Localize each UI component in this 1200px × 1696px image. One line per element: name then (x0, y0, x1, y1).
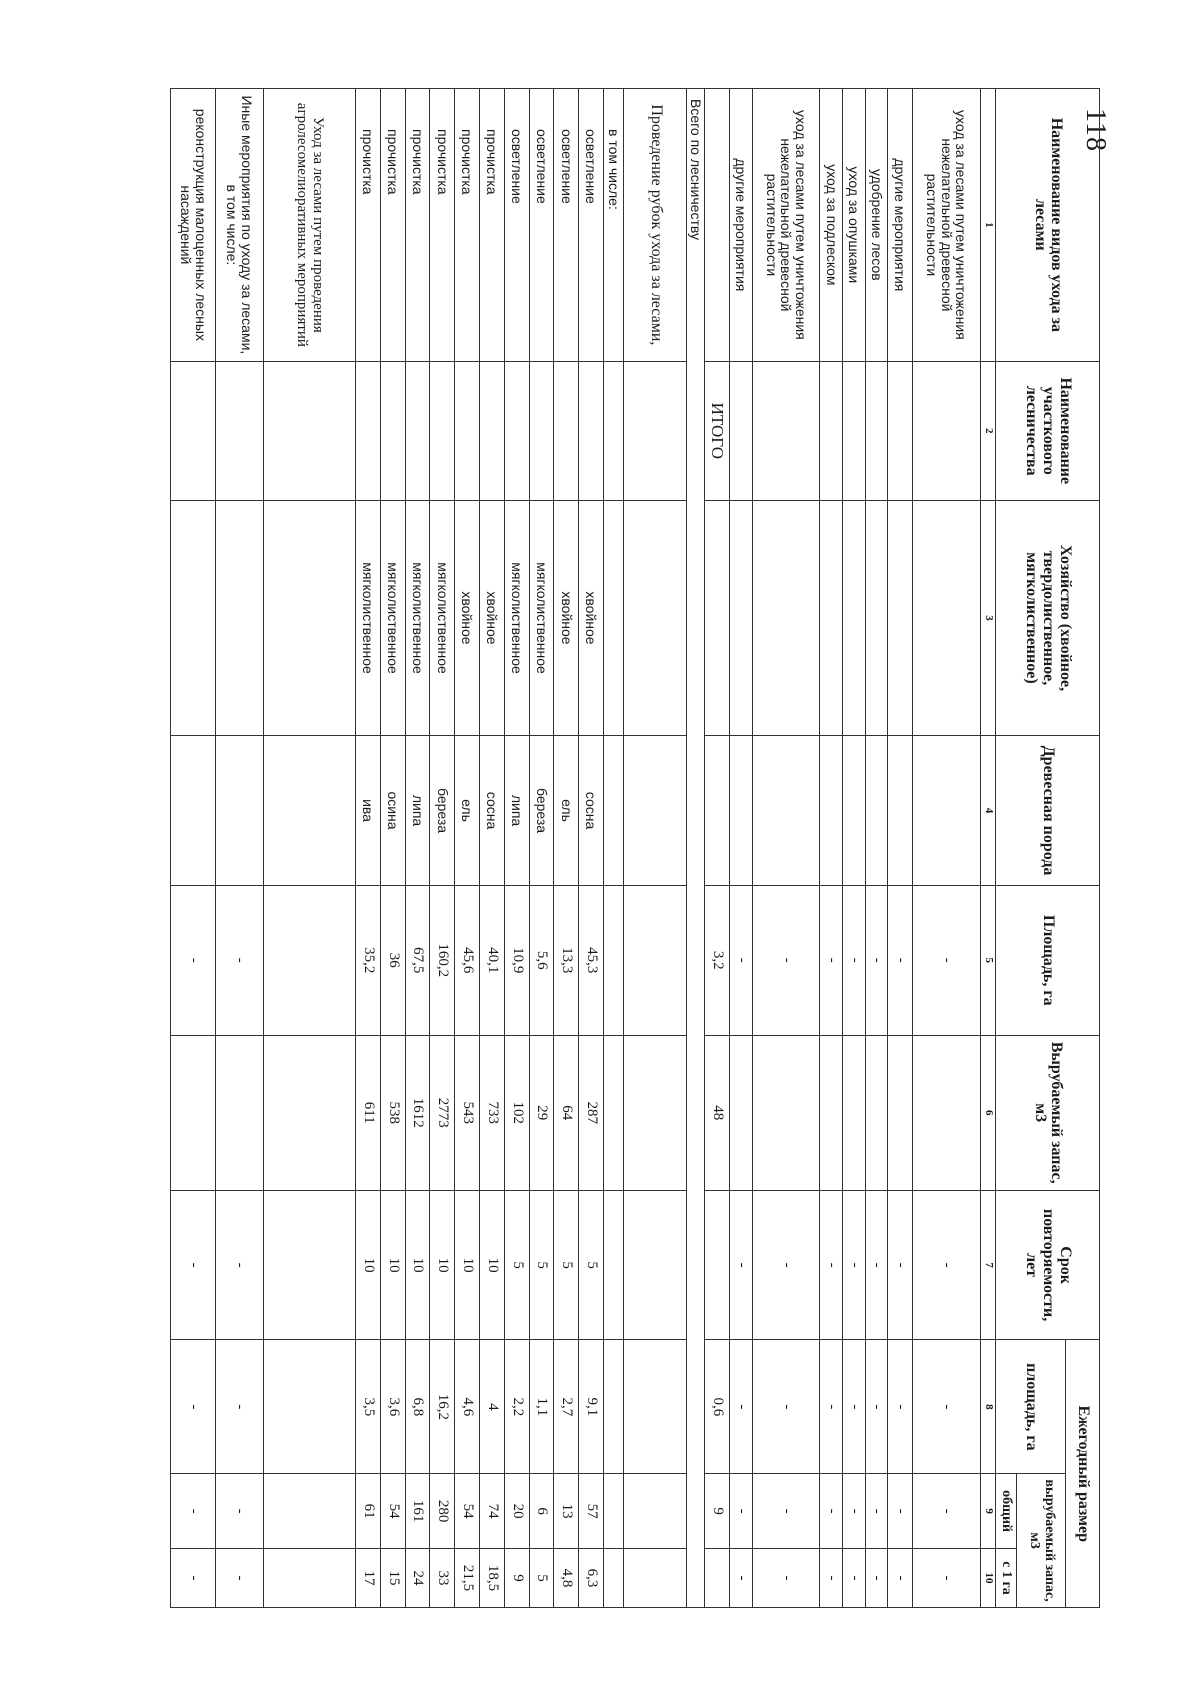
col-number: 8 (980, 1340, 996, 1474)
header-col5: Площадь, га (996, 885, 1100, 1035)
header-total: общий (996, 1474, 1016, 1549)
header-row-1 (1066, 89, 1100, 1608)
care-type-name: уход за подлеском (820, 89, 843, 362)
care-type-name: реконструкция малоценных лесных насаждений (171, 89, 216, 362)
page-number: 118 (1080, 108, 1111, 152)
col-number: 10 (980, 1549, 996, 1608)
care-type-name: уход за лесами путем уничтожения нежелательной древесной растительности (912, 89, 980, 362)
table-row: другие мероприятия - - - - - (730, 89, 753, 1608)
table-row: другие мероприятия - - - - - (888, 89, 913, 1608)
col-number: 6 (980, 1035, 996, 1190)
care-type-name: Иные мероприятия по уходу за лесами, в том числе: (216, 89, 263, 362)
table-row: уход за лесами путем уничтожения нежелательной древесной растительности - - - - - (752, 89, 820, 1608)
care-type-name: удобрение лесов (865, 89, 888, 362)
table-row: осветление мягколиственное липа 10,9 102 5 2,2 20 9 (504, 89, 529, 1608)
table-row: прочистка мягколиственное осина 36 538 10 3,6 54 15 (380, 89, 405, 1608)
header-col2: Наименование участкового лесничества (996, 361, 1100, 500)
table-row: уход за лесами путем уничтожения нежелательной древесной растительности - - - - - (912, 89, 980, 1608)
table-row: осветление мягколиственное береза 5,6 29 5 1,1 6 5 (529, 89, 554, 1608)
itogo-row: ИТОГО 3,2 48 0,6 9 (705, 89, 730, 1608)
incl-label: в том числе: (604, 89, 624, 362)
header-col6: Вырубаемый запас, м3 (996, 1035, 1100, 1190)
care-type-name: уход за опушками (843, 89, 866, 362)
table-row: осветление хвойное ель 13,3 64 5 2,7 13 4,8 (554, 89, 579, 1608)
care-type-name: другие мероприятия (888, 89, 913, 362)
table-row (263, 89, 355, 1608)
col-number: 4 (980, 736, 996, 886)
header-col7: Срок повторяемости, лет (996, 1190, 1100, 1340)
col-number: 9 (980, 1474, 996, 1549)
header-per-ha: с 1 га (996, 1549, 1016, 1608)
col-number: 1 (980, 89, 996, 362)
header-col3: Хозяйство (хвойное, твердолиственное, мягколиственное) (996, 500, 1100, 735)
table-row: прочистка мягколиственное липа 67,5 1612 10 6,8 161 24 (405, 89, 430, 1608)
column-number-row (980, 89, 996, 1608)
table-row: прочистка хвойное сосна 40,1 733 10 4 74 18,5 (480, 89, 505, 1608)
header-col4: Древесная порода (996, 736, 1100, 886)
care-type-name: уход за лесами путем уничтожения нежелательной древесной растительности (752, 89, 820, 362)
header-annual: Ежегодный размер (1066, 1340, 1100, 1608)
col-number: 5 (980, 885, 996, 1035)
vsego-row (687, 89, 705, 1608)
thinning-title: Проведение рубок ухода за лесами, (624, 89, 687, 362)
header-col1: Наименование видов ухода за лесами (996, 89, 1100, 362)
table-row: прочистка мягколиственное ива 35,2 611 10 3,5 61 17 (356, 89, 381, 1608)
vsego-label: Всего по лесничеству (687, 89, 705, 1608)
rotated-table-wrapper (170, 88, 1100, 1608)
table-row: осветление хвойное сосна 45,3 287 5 9,1 57 6,3 (579, 89, 604, 1608)
forest-care-table (170, 88, 1100, 1608)
table-row: прочистка хвойное ель 45,6 543 10 4,6 54 21,5 (455, 89, 480, 1608)
table-row: уход за подлеском - - - - - (820, 89, 843, 1608)
table-row: удобрение лесов - - - - - (865, 89, 888, 1608)
table-row: реконструкция малоценных лесных насаждений - - - - - (171, 89, 216, 1608)
col-number: 7 (980, 1190, 996, 1340)
header-area: площадь, га (996, 1340, 1066, 1474)
col-number: 2 (980, 361, 996, 500)
care-type-name: другие мероприятия (730, 89, 753, 362)
col-number: 3 (980, 500, 996, 735)
table-row: уход за опушками - - - - - (843, 89, 866, 1608)
thinning-title-row (624, 89, 687, 1608)
itogo-label: ИТОГО (705, 361, 730, 500)
table-row: Иные мероприятия по уходу за лесами, в том числе: - - - - - (216, 89, 263, 1608)
table-row: прочистка мягколиственное береза 160,2 2773 10 16,2 280 33 (430, 89, 455, 1608)
incl-row (604, 89, 624, 1608)
care-type-name: Уход за лесами путем проведения агролесомелиоративных мероприятий (263, 89, 355, 362)
header-stock: вырубаемый запас, м3 (1016, 1474, 1066, 1608)
